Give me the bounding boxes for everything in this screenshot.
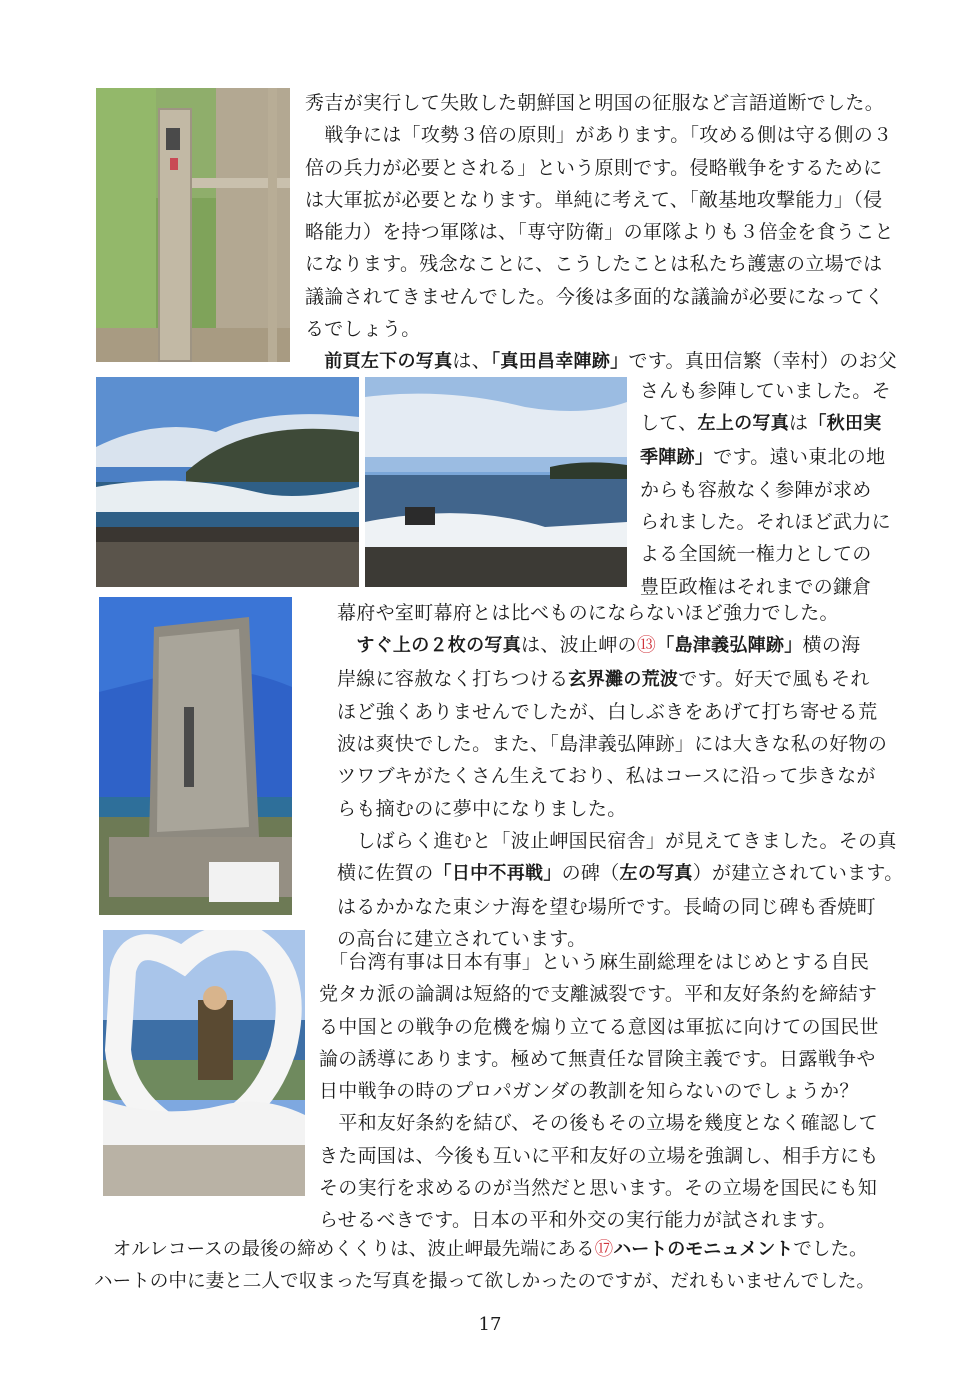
page-number: 17 [478,1314,502,1335]
paragraph-line: しばらく進むと「波止岬国民宿舎」が見えてきました。その真 [356,830,897,853]
photo-signpost [96,88,290,362]
paragraph-line: 日中戦争の時のプロパガンダの教訓を知らないのでしょうか？ [319,1080,859,1103]
paragraph-line: 幕府や室町幕府とは比べものにならないほど強力でした。 [337,602,839,624]
paragraph-line: その実行を求めるのが当然だと思います。その立場を国民にも知 [319,1177,878,1200]
marker-number: ⑰ [594,1239,614,1260]
emphasis: 左上の写真 [697,413,790,435]
emphasis: 「日中不再戦」 [433,863,562,885]
text-block-4 [319,946,879,1237]
text-block-1 [305,87,897,379]
paragraph-line: 議論されてきませんでした。今後は多面的な議論が必要になってく [305,285,885,308]
paragraph-line: 平和友好条約を結び、その後もその立場を幾度となく確認して [338,1112,878,1135]
paragraph-line: 秀吉が実行して失敗した朝鮮国と明国の征服など言語道断でした。 [305,92,885,114]
emphasis: 前頁左下の写真 [324,351,453,373]
paragraph-line: る中国との戦争の危機を煽り立てる意図は軍拡に向けての国民世 [319,1015,879,1038]
paragraph-line: 季陣跡」です。遠い東北の地 [640,445,886,468]
emphasis: すぐ上の２枚の写真 [356,635,522,657]
paragraph-line: はるかかなた東シナ海を望む場所です。長崎の同じ碑も香焼町 [337,895,876,918]
paragraph-line: オルレコースの最後の締めくくりは、波止岬最先端にある⑰ハートのモニュメントでした。 [112,1239,868,1260]
paragraph-line: すぐ上の２枚の写真は、波止岬の⑬「島津義弘陣跡」横の海 [356,634,861,657]
paragraph-line: になります。残念なことに、こうしたことは私たち護憲の立場では [305,253,883,276]
paragraph-line: 論の誘導にあります。極めて無責任な冒険主義です。日露戦争や [319,1047,876,1070]
paragraph-line: ほど強くありませんでしたが、白しぶきをあげて打ち寄せる荒 [337,700,878,723]
emphasis: ハートのモニュメント [613,1239,794,1260]
paragraph-line: らも摘むのに夢中になりました。 [337,797,627,820]
marker-number: ⑬ [636,634,657,657]
paragraph-line: 横に佐賀の「日中不再戦」の碑（左の写真）が建立されています。 [337,862,904,885]
paragraph-line: られました。それほど武力に [640,511,891,534]
paragraph-line: さんも参陣していました。そ [640,380,891,402]
paragraph-line: るでしょう。 [305,318,421,341]
paragraph-line: 岸線に容赦なく打ちつける玄界灘の荒波です。好天で風もそれ [337,667,870,690]
emphasis: 「秋田実 [808,413,882,435]
photo-coast-waves-left [96,377,359,587]
emphasis: 「島津義弘陣跡」 [656,635,803,657]
paragraph-line: 略能力）を持つ軍隊は、「専守防衛」の軍隊よりも３倍金を食うこと [305,221,894,244]
paragraph-line: の高台に建立されています。 [337,927,587,950]
emphasis: 季陣跡」 [640,446,714,468]
paragraph-line: 党タカ派の論調は短絡的で支離滅裂です。平和友好条約を締結す [319,983,878,1006]
text-block-3 [337,597,904,955]
paragraph-line: は大軍拡が必要となります。単純に考えて、「敵基地攻撃能力」（侵 [305,188,883,211]
paragraph-line: 豊臣政権はそれまでの鎌倉 [640,575,872,598]
emphasis: 「真田昌幸陣跡」 [491,351,629,373]
text-block-2 [640,375,891,603]
paragraph-line: よる全国統一権力としての [640,543,872,566]
paragraph-line: 「台湾有事は日本有事」という麻生副総理をはじめとする自民 [338,951,870,973]
paragraph-line: からも容赦なく参陣が求め [640,478,872,501]
paragraph-line: らせるべきです。日本の平和外交の実行能力が試されます。 [319,1209,837,1232]
paragraph-line: ハートの中に妻と二人で収まった写真を撮って欲しかったのですが、だれもいませんでした。 [94,1271,875,1293]
paragraph-line: 前頁左下の写真は、「真田昌幸陣跡」です。真田信繁（幸村）のお父 [324,350,898,373]
paragraph-line: 波は爽快でした。また、「島津義弘陣跡」には大きな私の好物の [337,733,888,756]
paragraph-line: きた両国は、今後も互いに平和友好の立場を強調し、相手方にも [319,1144,879,1167]
photo-coast-waves-right [365,377,627,587]
paragraph-line: 倍の兵力が必要とされる」という原則です。侵略戦争をするために [305,156,883,179]
photo-heart-monument [103,930,305,1196]
paragraph-line: ツワブキがたくさん生えており、私はコースに沿って歩きなが [337,765,876,788]
photo-monument-stone [99,597,292,915]
text-block-5 [94,1234,875,1299]
paragraph-line: して、左上の写真は「秋田実 [640,412,882,435]
emphasis: 左の写真 [619,863,693,885]
paragraph-line: 戦争には「攻勢３倍の原則」があります。「攻める側は守る側の３ [324,124,893,147]
emphasis: 玄界灘の荒波 [568,668,679,690]
